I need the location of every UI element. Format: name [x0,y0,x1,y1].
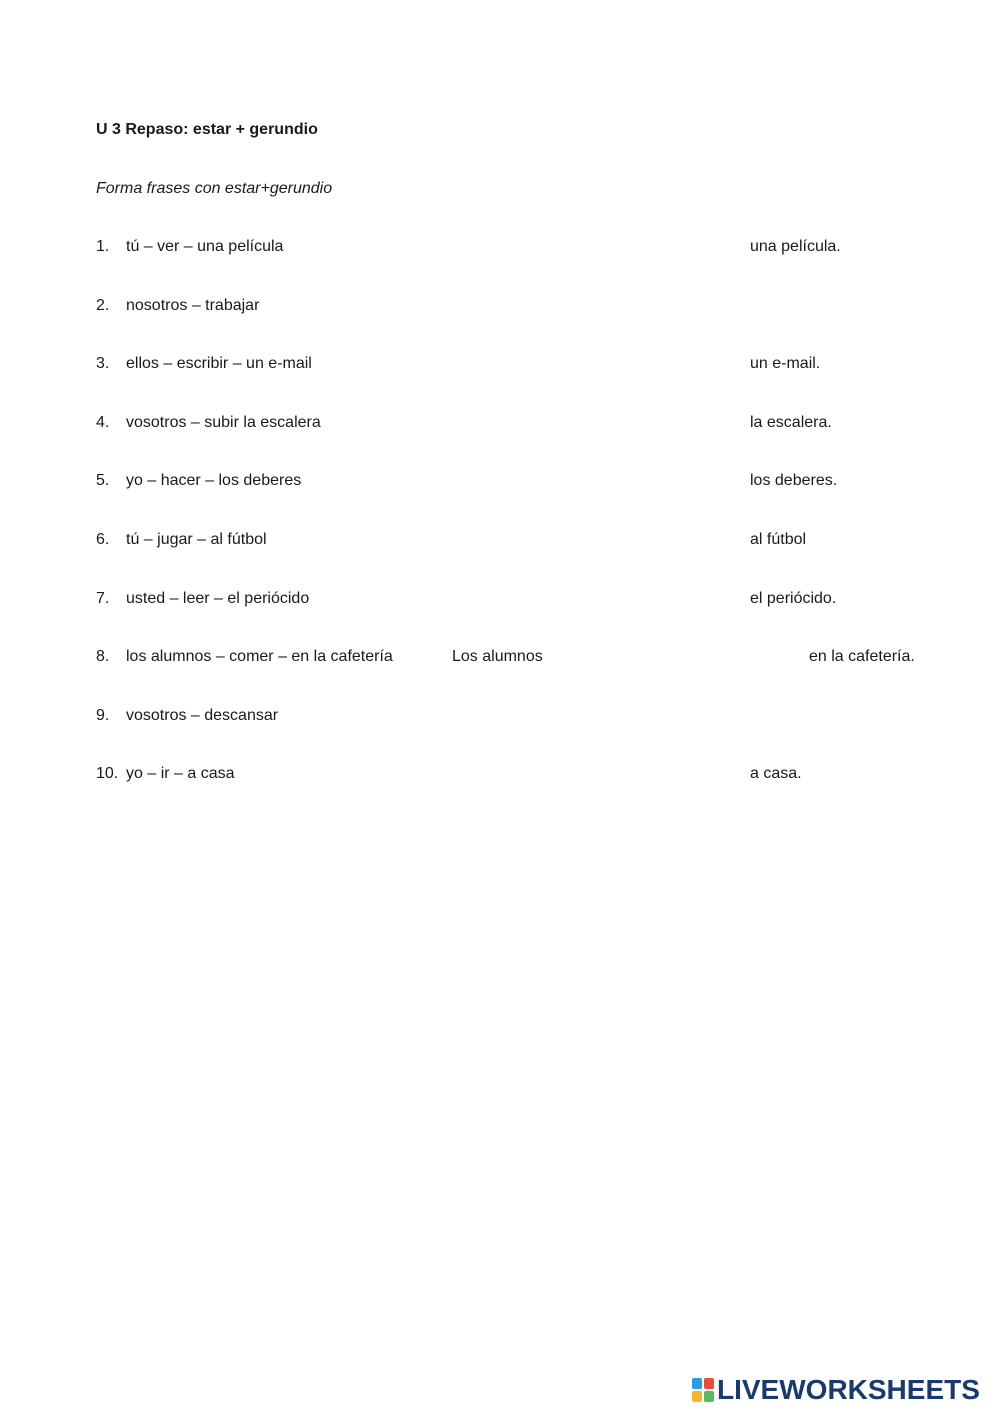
exercise-item-6 [0,530,1000,554]
item-sentence-end: el periócido. [750,590,837,607]
logo-tile-green [704,1391,714,1402]
item-number: 7. [96,590,110,607]
item-number: 1. [96,238,110,255]
item-prompt: yo – ir – a casa [126,765,235,782]
liveworksheets-logo [692,1375,980,1405]
item-number: 5. [96,472,110,489]
item-sentence-end: en la cafetería. [809,648,915,665]
item-sentence-end: a casa. [750,765,802,782]
item-prompt: yo – hacer – los deberes [126,472,302,489]
exercise-item-3 [0,354,1000,378]
liveworksheets-logo-text: LIVEWORKSHEETS [717,1374,980,1405]
item-number: 3. [96,355,110,372]
exercise-item-5 [0,471,1000,495]
item-sentence-end: un e-mail. [750,355,821,372]
item-sentence-end: los deberes. [750,472,838,489]
exercise-item-9 [0,706,1000,730]
exercise-item-10 [0,764,1000,788]
exercise-item-7 [0,589,1000,613]
item-prompt: vosotros – descansar [126,707,279,724]
item-number: 8. [96,648,110,665]
item-prompt: tú – ver – una película [126,238,284,255]
logo-tile-yellow [692,1391,702,1402]
item-prompt: vosotros – subir la escalera [126,414,321,431]
worksheet-title: U 3 Repaso: estar + gerundio [96,121,318,138]
item-prompt: ellos – escribir – un e-mail [126,355,312,372]
exercise-item-1 [0,237,1000,261]
exercise-item-2 [0,296,1000,320]
item-number: 6. [96,531,110,548]
item-number: 10. [96,765,119,782]
item-prompt: nosotros – trabajar [126,297,260,314]
item-sentence-end: la escalera. [750,414,832,431]
item-number: 4. [96,414,110,431]
exercise-item-8 [0,647,1000,671]
item-sentence-start: Los alumnos [452,648,543,665]
instruction-text: Forma frases con estar+gerundio [96,180,333,197]
item-sentence-end: una película. [750,238,841,255]
logo-tile-blue [692,1378,702,1389]
logo-tile-red [704,1378,714,1389]
item-prompt: los alumnos – comer – en la cafetería [126,648,393,665]
item-prompt: tú – jugar – al fútbol [126,531,267,548]
item-sentence-end: al fútbol [750,531,807,548]
item-prompt: usted – leer – el periócido [126,590,310,607]
item-number: 2. [96,297,110,314]
liveworksheets-logo-icon [692,1378,714,1402]
exercise-item-4 [0,413,1000,437]
item-number: 9. [96,707,110,724]
